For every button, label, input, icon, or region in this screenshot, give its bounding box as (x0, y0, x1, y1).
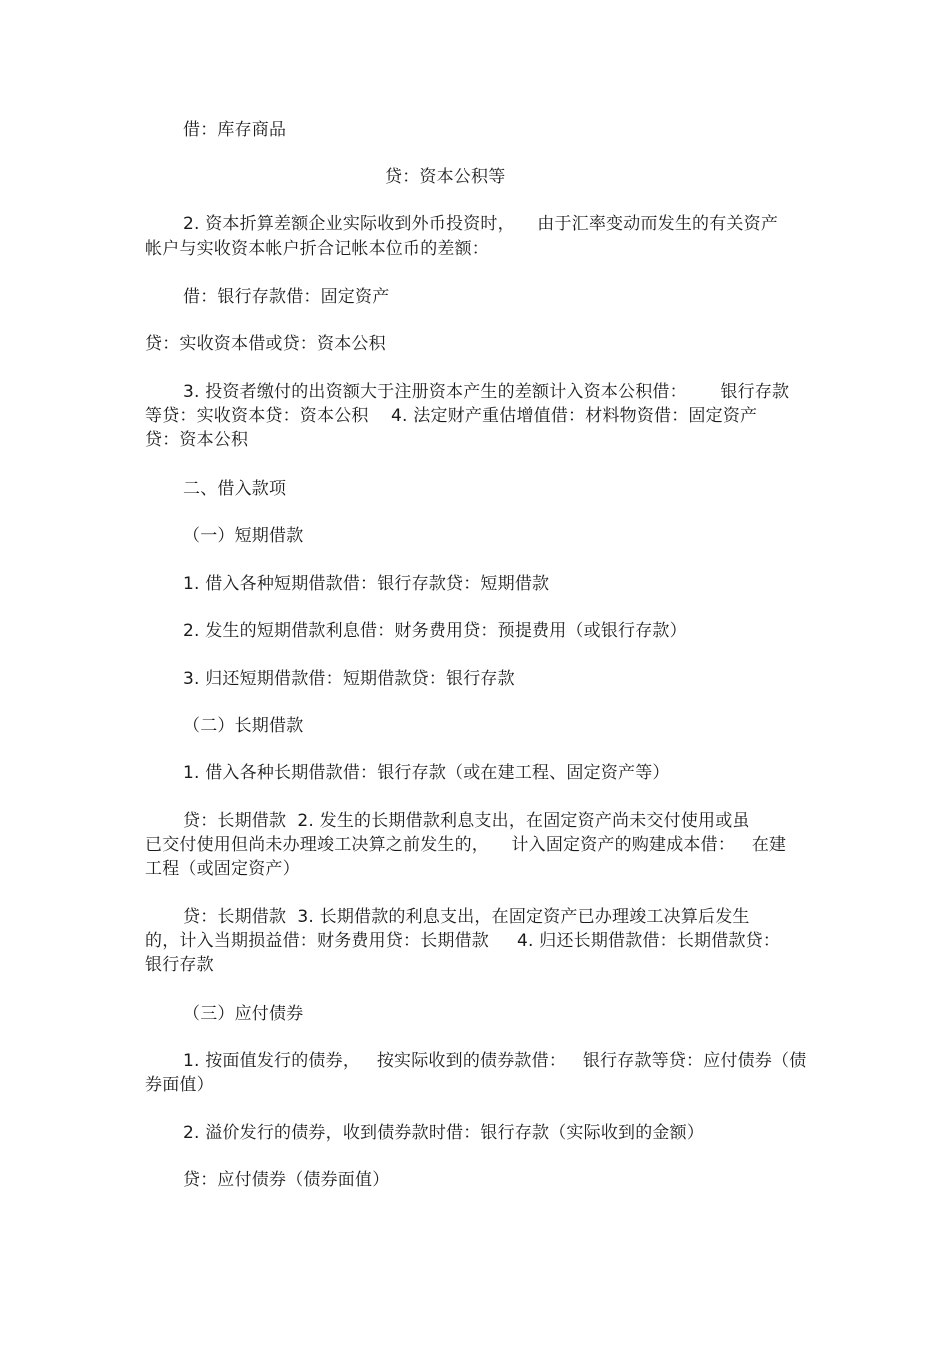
text-line: 银行存款 (145, 955, 214, 975)
text-line: 已交付使用但尚未办理竣工决算之前发生的， 计入固定资产的购建成本借： 在建 (145, 835, 787, 855)
text-line: 借：库存商品 (183, 120, 287, 140)
text-line: 2. 溢价发行的债券，收到债券款时借：银行存款（实际收到的金额） (183, 1123, 705, 1143)
text-line: 贷：实收资本借或贷：资本公积 (145, 334, 386, 354)
text-line: 2. 资本折算差额企业实际收到外币投资时， 由于汇率变动而发生的有关资产 (183, 214, 779, 234)
text-line: 贷：长期借款 3. 长期借款的利息支出，在固定资产已办理竣工决算后发生 (183, 907, 750, 927)
text-line: 1. 按面值发行的债券， 按实际收到的债券款借： 银行存款等贷：应付债券（债 (183, 1051, 807, 1071)
text-line: 贷：资本公积 (145, 430, 249, 450)
section-heading: 二、借入款项 (183, 479, 287, 499)
text-line: 2. 发生的短期借款利息借：财务费用贷：预提费用（或银行存款） (183, 621, 687, 641)
text-line: 贷：长期借款 2. 发生的长期借款利息支出，在固定资产尚未交付使用或虽 (183, 811, 750, 831)
text-line: 帐户与实收资本帐户折合记帐本位币的差额： (145, 239, 489, 259)
text-line: 工程（或固定资产） (145, 859, 300, 879)
text-line: 的，计入当期损益借：财务费用贷：长期借款 4. 归还长期借款借：长期借款贷： (145, 931, 781, 951)
subsection-heading: （二）长期借款 (183, 716, 304, 736)
subsection-heading: （三）应付债券 (183, 1004, 304, 1024)
text-line: 3. 投资者缴付的出资额大于注册资本产生的差额计入资本公积借： 银行存款 (183, 382, 790, 402)
subsection-heading: （一）短期借款 (183, 526, 304, 546)
text-line: 贷：资本公积等 (385, 167, 506, 187)
text-line: 贷：应付债券（债券面值） (183, 1170, 390, 1190)
text-line: 借：银行存款借：固定资产 (183, 287, 390, 307)
text-line: 1. 借入各种短期借款借：银行存款贷：短期借款 (183, 574, 550, 594)
text-line: 等贷：实收资本贷：资本公积 4. 法定财产重估增值借：材料物资借：固定资产 (145, 406, 758, 426)
text-line: 3. 归还短期借款借：短期借款贷：银行存款 (183, 669, 515, 689)
text-line: 1. 借入各种长期借款借：银行存款（或在建工程、固定资产等） (183, 763, 670, 783)
text-line: 券面值） (145, 1075, 214, 1095)
